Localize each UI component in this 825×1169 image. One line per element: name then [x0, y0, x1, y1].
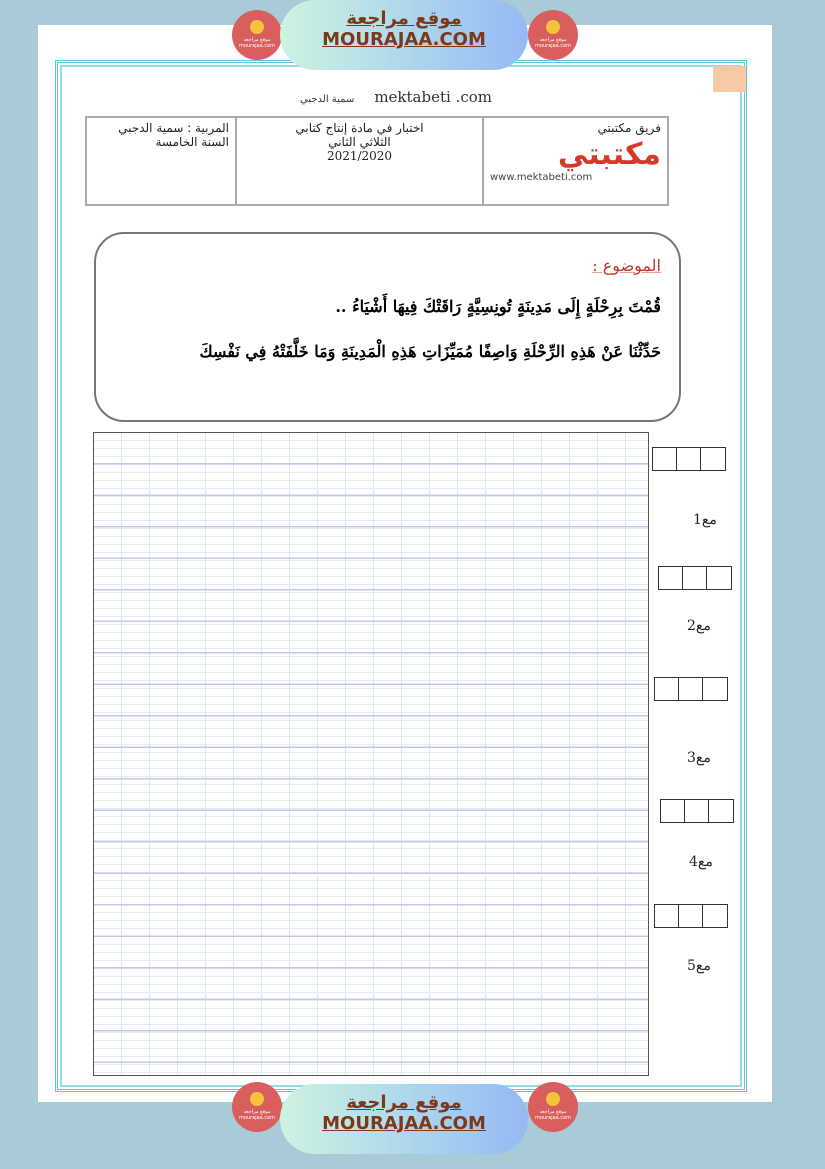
top-banner-link[interactable]: موقع مراجعة MOURAJAA.COM	[280, 0, 528, 70]
mektabeti-logo: مكتبتي	[557, 137, 661, 172]
header-exam-cell: اختبار في مادة إنتاج كتابي الثلاثي الثاني 2021/2020	[236, 117, 483, 205]
header-table	[85, 116, 669, 206]
top-caption: سمية الدجبي mektabeti .com	[300, 88, 492, 106]
mourajaa-badge-icon: موقع مراجعة mourajaa.com	[232, 10, 282, 60]
header-logo-cell: فريق مكتبتي مكتبتي www.mektabeti.com	[483, 117, 668, 205]
criterion-label: مع2	[687, 618, 711, 634]
criterion-label: مع1	[693, 512, 717, 528]
criteria-score-boxes[interactable]	[658, 566, 732, 590]
mourajaa-badge-icon: موقع مراجعة mourajaa.com	[232, 1082, 282, 1132]
header-teacher-cell: المربية : سمية الدجبي السنة الخامسة	[86, 117, 236, 205]
mourajaa-badge-icon: موقع مراجعة mourajaa.com	[528, 10, 578, 60]
criterion-label: مع4	[689, 854, 713, 870]
criteria-score-boxes[interactable]	[660, 799, 734, 823]
criteria-score-boxes[interactable]	[654, 904, 728, 928]
criteria-score-boxes[interactable]	[654, 677, 728, 701]
criterion-label: مع5	[687, 958, 711, 974]
bottom-banner-link[interactable]: موقع مراجعة MOURAJAA.COM	[280, 1084, 528, 1154]
criteria-score-boxes[interactable]	[652, 447, 726, 471]
criterion-label: مع3	[687, 750, 711, 766]
mourajaa-badge-icon: موقع مراجعة mourajaa.com	[528, 1082, 578, 1132]
writing-area[interactable]	[93, 432, 649, 1076]
subject-box: الموضوع : قُمْتَ بِرِحْلَةٍ إِلَى مَدِينَةٍ تُونِسِيَّةٍ رَاقَتْكَ فِيهَا أَشْيَاءُ .. حَدِّثْنَا عَنْ هَذِهِ الرِّحْلَةِ وَاصِفًا مُمَيِّزَاتِ هَذِهِ الْمَدِينَةِ وَمَا خَلَّفَتْهُ فِي نَفْسِكَ	[94, 232, 681, 422]
corner-tab	[713, 66, 746, 92]
